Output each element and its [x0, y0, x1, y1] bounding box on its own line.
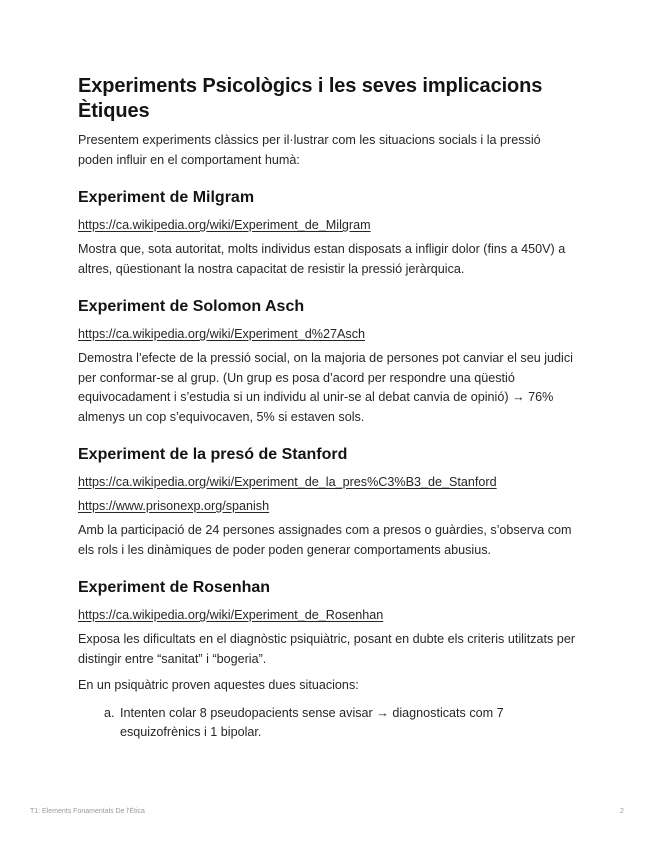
document-page [78, 74, 578, 743]
list-marker: a. [104, 705, 115, 720]
list-item-text: Intenten colar 8 pseudopacients sense avisar → diagnosticats com 7 esquizofrènics i 1 bipolar. [120, 705, 504, 739]
section-paragraph: Demostra l’efecte de la pressió social, on la majoria de persones pot canviar el seu judici per conformar-se al grup. (Un grup es posa d’acord per respondre una qüestió equivocadament i s’estudia si un individu al unir-se al debat canvia de opinió) → 76% almenys un cop s’equivocaven, 5% si estaven sols. [78, 351, 573, 424]
section-paragraph: Exposa les dificultats en el diagnòstic psiquiàtric, posant en dubte els criteris utilitzats per distingir entre “sanitat” i “bogeria”. [78, 632, 576, 666]
intro-paragraph: Presentem experiments clàssics per il·lustrar com les situacions socials i la pressió poden influir en el comportament humà: [78, 133, 541, 167]
prisonexp-link[interactable]: https://www.prisonexp.org/spanish [78, 499, 270, 513]
page-title: Experiments Psicològics i les seves implicacions Ètiques [78, 75, 543, 122]
list-item [104, 704, 578, 743]
footer-course-title: T1: Elements Fonamentals De l'Ètica [30, 808, 145, 815]
wikipedia-link[interactable]: https://ca.wikipedia.org/wiki/Experiment_de_Milgram [78, 218, 371, 232]
section-asch [78, 297, 578, 427]
section-heading: Experiment de Milgram [78, 189, 255, 206]
section-paragraph: Amb la participació de 24 persones assignades com a presos o guàrdies, s’observa com els rols i les dinàmiques de poder poden generar comportaments abusius. [78, 523, 572, 557]
wikipedia-link[interactable]: https://ca.wikipedia.org/wiki/Experiment_de_Rosenhan [78, 608, 384, 622]
section-milgram [78, 188, 578, 279]
section-heading: Experiment de la presó de Stanford [78, 446, 348, 463]
footer-page-number: 2 [620, 808, 624, 815]
section-heading: Experiment de Rosenhan [78, 579, 271, 596]
section-paragraph: Mostra que, sota autoritat, molts individus estan disposats a infligir dolor (fins a 450V) a altres, qüestionant la nostra capacitat de resistir la pressió jeràrquica. [78, 242, 566, 276]
section-rosenhan [78, 578, 578, 743]
section-heading: Experiment de Solomon Asch [78, 298, 305, 315]
situations-list [78, 704, 578, 743]
wikipedia-link[interactable]: https://ca.wikipedia.org/wiki/Experiment_de_la_pres%C3%B3_de_Stanford [78, 475, 497, 489]
section-stanford [78, 445, 578, 560]
section-paragraph: En un psiquàtric proven aquestes dues situacions: [78, 678, 359, 692]
wikipedia-link[interactable]: https://ca.wikipedia.org/wiki/Experiment_d%27Asch [78, 327, 365, 341]
